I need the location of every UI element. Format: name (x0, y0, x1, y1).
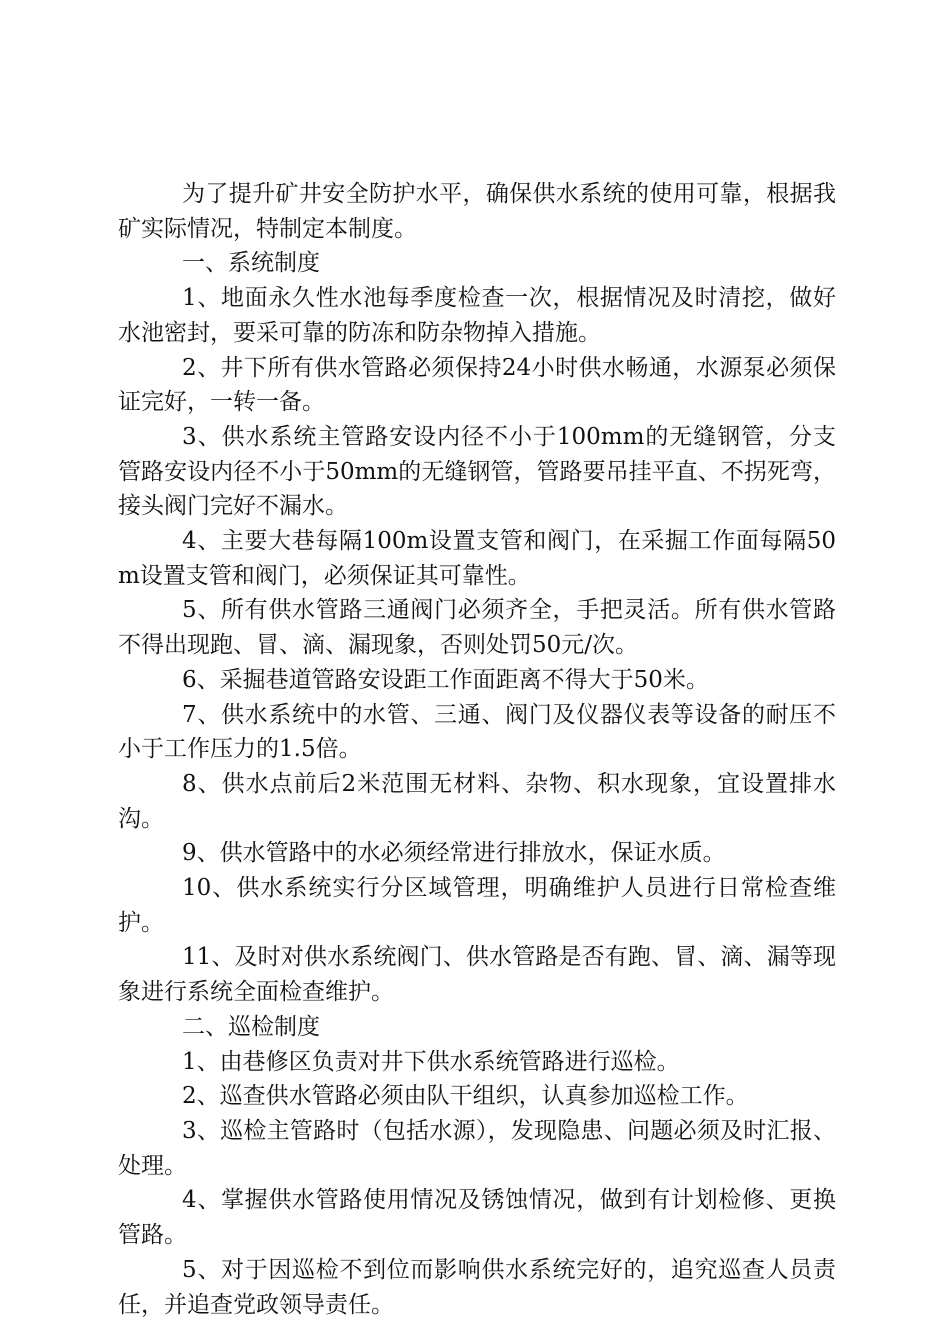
system-item-3: 3、供水系统主管路安设内径不小于100mm的无缝钢管，分支管路安设内径不小于50mm的无缝钢管，管路要吊挂平直、不拐死弯，接头阀门完好不漏水。 (118, 423, 836, 520)
system-item-10: 10、供水系统实行分区域管理，明确维护人员进行日常检查维护。 (118, 875, 836, 936)
section-heading-system: 一、系统制度 (182, 250, 320, 277)
system-item-2: 2、井下所有供水管路必须保持24小时供水畅通，水源泵必须保证完好，一转一备。 (118, 354, 836, 416)
inspection-item-2: 2、巡查供水管路必须由队干组织，认真参加巡检工作。 (182, 1083, 749, 1110)
system-item-4: 4、主要大巷每隔100m设置支管和阀门，在采掘工作面每隔50m设置支管和阀门，必须保证其可靠性。 (118, 528, 836, 589)
document-body (118, 177, 836, 1322)
intro-paragraph: 为了提升矿井安全防护水平，确保供水系统的使用可靠，根据我矿实际情况，特制定本制度。 (118, 181, 836, 242)
inspection-item-1: 1、由巷修区负责对井下供水系统管路进行巡检。 (182, 1048, 680, 1075)
system-item-5: 5、所有供水管路三通阀门必须齐全，手把灵活。所有供水管路不得出现跑、冒、滴、漏现象，否则处罚50元/次。 (118, 597, 836, 659)
system-item-6: 6、采掘巷道管路安设距工作面距离不得大于50米。 (182, 666, 709, 693)
inspection-item-5: 5、对于因巡检不到位而影响供水系统完好的，追究巡查人员责任，并追查党政领导责任。 (118, 1256, 836, 1318)
system-item-7: 7、供水系统中的水管、三通、阀门及仪器仪表等设备的耐压不小于工作压力的1.5倍。 (118, 701, 836, 763)
system-item-11: 11、及时对供水系统阀门、供水管路是否有跑、冒、滴、漏等现象进行系统全面检查维护。 (118, 944, 836, 1006)
system-item-1: 1、地面永久性水池每季度检查一次，根据情况及时清挖，做好水池密封，要采可靠的防冻和防杂物掉入措施。 (118, 285, 836, 346)
system-item-8: 8、供水点前后2米范围无材料、杂物、积水现象，宜设置排水沟。 (118, 770, 836, 832)
section-heading-inspection: 二、巡检制度 (182, 1013, 320, 1040)
system-item-9: 9、供水管路中的水必须经常进行排放水，保证水质。 (182, 840, 726, 867)
inspection-item-3: 3、巡检主管路时（包括水源），发现隐患、问题必须及时汇报、处理。 (118, 1117, 836, 1179)
inspection-item-4: 4、掌握供水管路使用情况及锈蚀情况，做到有计划检修、更换管路。 (118, 1187, 836, 1249)
